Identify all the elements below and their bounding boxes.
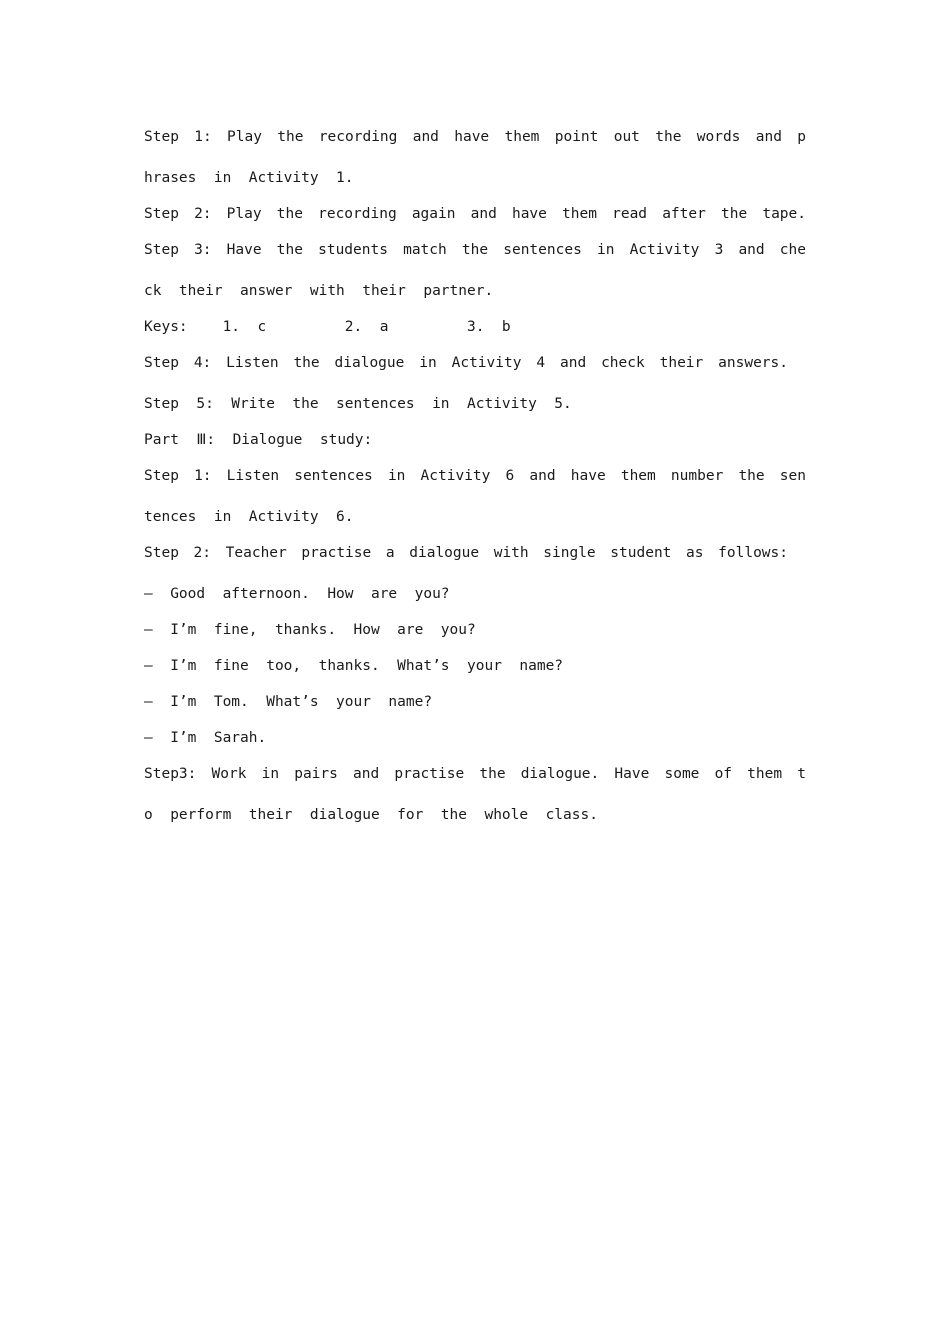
text-line: Step 4: Listen the dialogue in Activity 4 and check their answers. — [144, 355, 788, 371]
text-line: Step 3: Have the students match the sentences in Activity 3 and che — [144, 242, 806, 258]
text-line: ck their answer with their partner. — [144, 283, 494, 299]
text-line: tences in Activity 6. — [144, 509, 354, 525]
text-line: Step3: Work in pairs and practise the dialogue. Have some of them t — [144, 766, 806, 782]
answer-keys: Keys: 1. c 2. a 3. b — [144, 319, 511, 335]
dialogue-line: — I’m fine, thanks. How are you? — [144, 622, 476, 638]
dialogue-line: — Good afternoon. How are you? — [144, 586, 450, 602]
section-heading: Part Ⅲ: Dialogue study: — [144, 432, 373, 448]
text-line: Step 1: Play the recording and have them point out the words and p — [144, 129, 806, 145]
text-line: Step 5: Write the sentences in Activity 5. — [144, 396, 572, 412]
text-line: Step 2: Teacher practise a dialogue with single student as follows: — [144, 545, 788, 561]
text-line: hrases in Activity 1. — [144, 170, 354, 186]
text-line: Step 2: Play the recording again and have them read after the tape. — [144, 206, 806, 222]
text-line: o perform their dialogue for the whole class. — [144, 807, 598, 823]
dialogue-line: — I’m Tom. What’s your name? — [144, 694, 433, 710]
dialogue-line: — I’m fine too, thanks. What’s your name? — [144, 658, 564, 674]
text-line: Step 1: Listen sentences in Activity 6 and have them number the sen — [144, 468, 806, 484]
dialogue-line: — I’m Sarah. — [144, 730, 267, 746]
